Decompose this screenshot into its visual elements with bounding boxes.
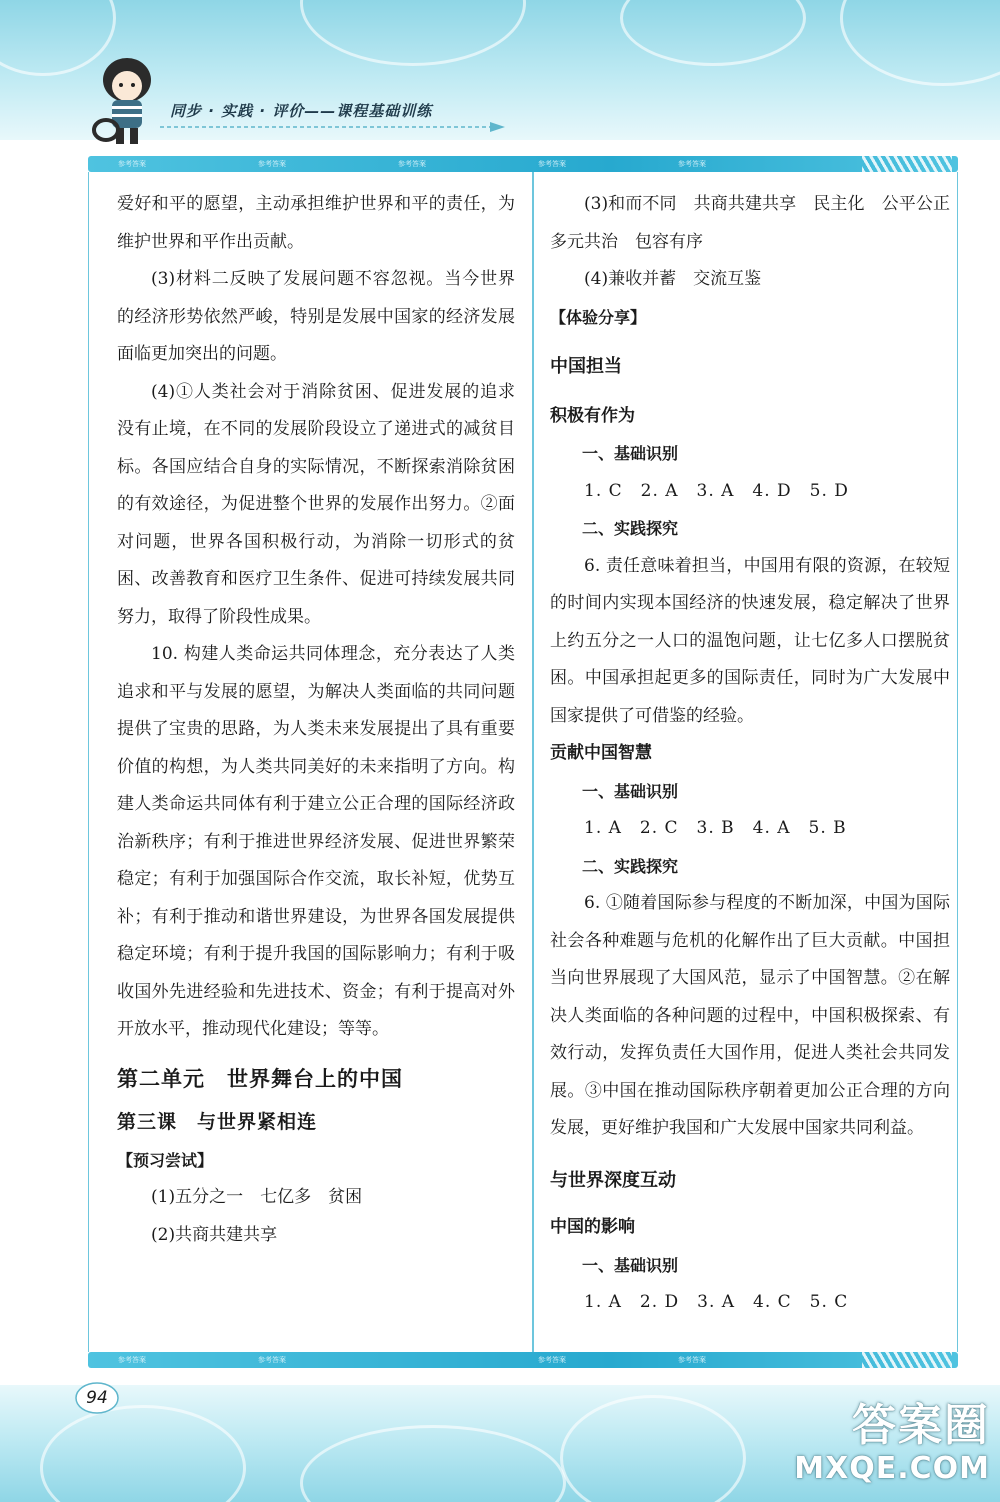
- answer-paragraph: (3)和而不同 共商共建共享 民主化 公平公正 多元共治 包容有序: [550, 194, 967, 252]
- answer-paragraph: 6. 责任意味着担当，中国用有限的资源，在较短的时间内实现本国经济的快速发展，稳定解决了世界上约五分之一人口的温饱问题，让七亿多人口摆脱贫困。中国承担起更多的国际责任，同时为广大发展中国家提供了可借鉴的经验。: [550, 555, 950, 726]
- right-column: [550, 186, 967, 1322]
- strip-tag: 参考答案: [398, 160, 426, 168]
- header-title: 同步 · 实践 · 评价——课程基础训练: [170, 102, 433, 120]
- answer-paragraph: (3)材料二反映了发展问题不容忽视。当今世界的经济形势依然严峻，特别是发展中国家的经济发展面临更加突出的问题。: [117, 269, 515, 364]
- strip-tag: 参考答案: [538, 160, 566, 168]
- section-label-share: 【体验分享】: [550, 307, 647, 327]
- choice-answers: 1. A 2. C 3. B 4. A 5. B: [584, 818, 847, 838]
- column-divider: [532, 172, 534, 1352]
- choice-answers: 1. C 2. A 3. A 4. D 5. D: [584, 480, 849, 501]
- basic-label: 一、基础识别: [582, 781, 679, 801]
- choice-answers: 1. A 2. D 3. A 4. C 5. C: [584, 1292, 849, 1312]
- answer-paragraph: 10. 构建人类命运共同体理念，充分表达了人类追求和平与发展的愿望，为解决人类面临的共同问题提供了宝贵的思路，为人类未来发展提出了具有重要价值的构想，为人类共同美好的未来指明了方向。构建人类命运共同体有利于建立公正合理的国际经济政治新秩序；有利于推进世界经济发展、促进世界繁荣稳定；有利于加强国际合作交流，取长补短，优势互补；有利于推动和谐世界建设，为世界各国发展提供稳定环境；有利于提升我国的国际影响力；有利于吸收国外先进经验和先进技术、资金；有利于提高对外开放水平，推动现代化建设；等等。: [117, 644, 515, 1039]
- strip-tag: 参考答案: [258, 160, 286, 168]
- answer-paragraph: (4)①人类社会对于消除贫困、促进发展的追求没有止境，在不同的发展阶段设立了递进式的减贫目标。各国应结合自身的实际情况，不断探索消除贫困的有效途径，为促进整个世界的发展作出努力。②面对问题，世界各国积极行动，为消除一切形式的贫困、改善教育和医疗卫生条件、促进可持续发展共同努力，取得了阶段性成果。: [117, 381, 515, 627]
- subsection-title: 贡献中国智慧: [550, 743, 652, 763]
- strip-hatch-decoration: [862, 156, 952, 172]
- basic-label: 一、基础识别: [582, 444, 679, 463]
- strip-tag: 参考答案: [118, 160, 146, 168]
- watermark-bottom: MXQE.COM: [794, 1451, 990, 1486]
- unit-title: 第二单元 世界舞台上的中国: [117, 1066, 403, 1091]
- answer-paragraph: 爱好和平的愿望，主动承担维护世界和平的责任，为维护世界和平作出贡献。: [117, 194, 515, 252]
- page-number: [72, 1378, 122, 1418]
- practice-label: 二、实践探究: [582, 519, 679, 538]
- strip-tag: 参考答案: [538, 1356, 566, 1364]
- section-title: 与世界深度互动: [550, 1169, 676, 1191]
- page-number-text: 94: [86, 1388, 108, 1408]
- header-arrow-decoration: [160, 122, 505, 132]
- subsection-title: 积极有作为: [550, 405, 635, 426]
- subsection-title: 中国的影响: [550, 1217, 635, 1237]
- strip-tag: 参考答案: [678, 1356, 706, 1364]
- top-answer-strip: [88, 156, 958, 172]
- watermark-top: 答案圈: [852, 1400, 990, 1451]
- section-title: 中国担当: [550, 356, 622, 377]
- left-column: [117, 186, 515, 1254]
- answer-paragraph: (4)兼收并蓄 交流互鉴: [584, 269, 762, 289]
- strip-tag: 参考答案: [118, 1356, 146, 1364]
- basic-label: 一、基础识别: [582, 1255, 679, 1275]
- lesson-title: 第三课 与世界紧相连: [117, 1111, 318, 1133]
- section-label-preview: 【预习尝试】: [117, 1150, 214, 1170]
- strip-hatch-decoration: [862, 1352, 952, 1368]
- strip-tag: 参考答案: [678, 160, 706, 168]
- strip-tag: 参考答案: [258, 1356, 286, 1364]
- bottom-answer-strip: [88, 1352, 958, 1368]
- site-watermark: [794, 1400, 990, 1486]
- practice-label: 二、实践探究: [582, 856, 679, 876]
- answer-line: (2)共商共建共享: [151, 1224, 278, 1245]
- mascot-illustration: [92, 50, 162, 150]
- answer-paragraph: 6. ①随着国际参与程度的不断加深，中国为国际社会各种难题与危机的化解作出了巨大贡献。中国担当向世界展现了大国风范，显示了中国智慧。②在解决人类面临的各种问题的过程中，中国积极探索、有效行动，发挥负责任大国作用，促进人类社会共同发展。③中国在推动国际秩序朝着更加公正合理的方向发展，更好维护我国和广大发展中国家共同利益。: [550, 893, 950, 1138]
- answer-line: (1)五分之一 七亿多 贫困: [151, 1187, 363, 1207]
